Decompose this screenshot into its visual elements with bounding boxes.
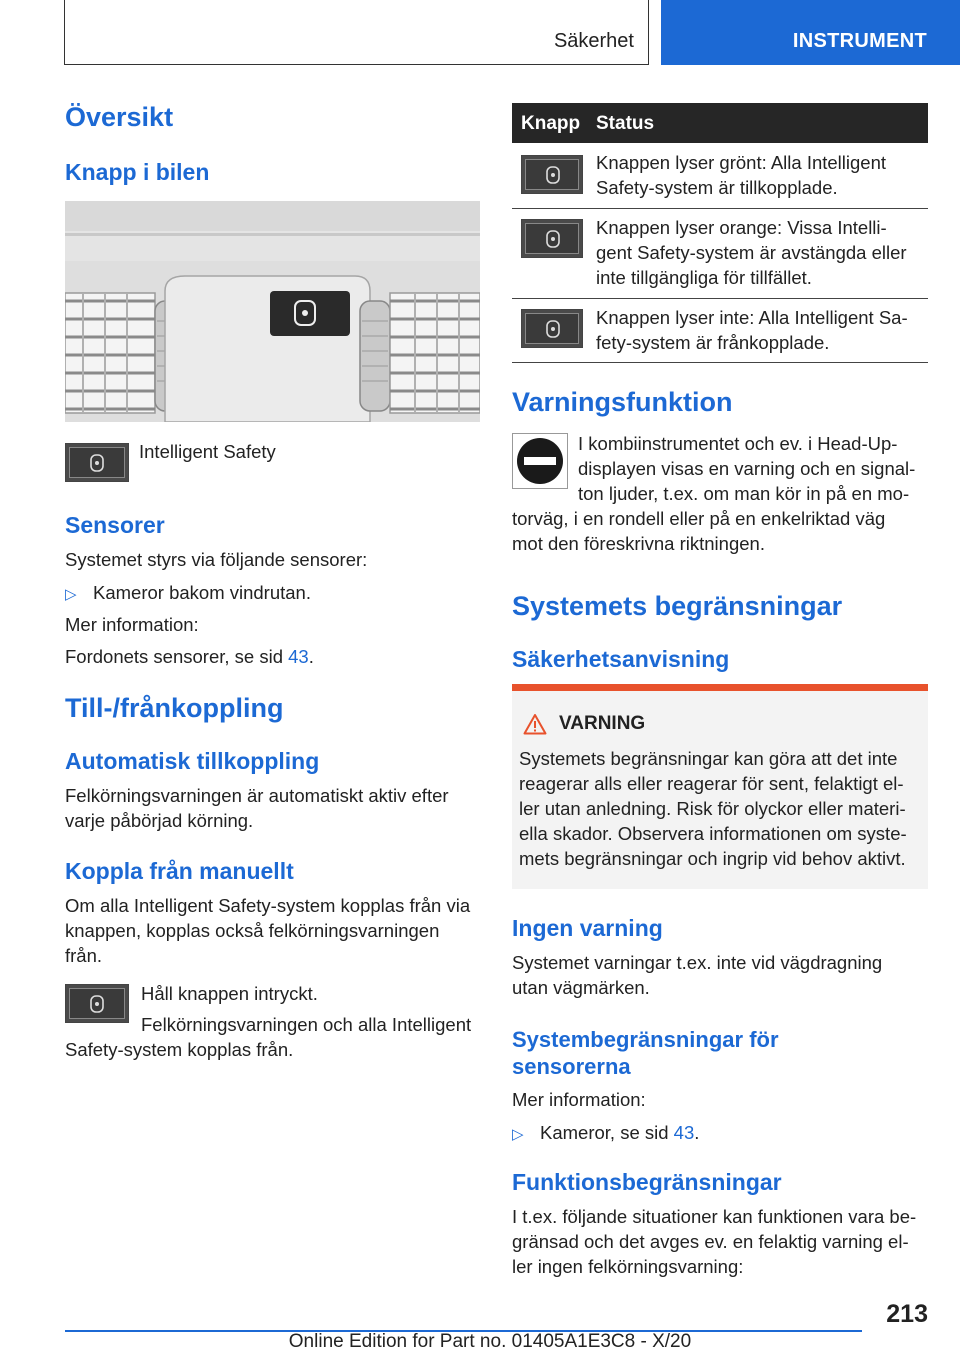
more-info-label-right: Mer information: (512, 1089, 646, 1110)
heading-sensors: Sensorer (65, 512, 165, 538)
header-chapter-label: INSTRUMENT (792, 30, 927, 52)
table-row (512, 209, 928, 299)
heading-button-in-car: Knapp i bilen (65, 159, 210, 185)
hold-button-text: Håll knappen intryckt. (141, 983, 318, 1004)
no-warning-line-2: utan vägmärken. (512, 977, 650, 998)
camera-list-item: ▷ Kameror, se sid 43. (512, 1120, 699, 1147)
button-status-table (512, 103, 928, 363)
warning-func-line-5: mot den föreskrivna riktningen. (512, 533, 765, 554)
heading-safety-notice: Säkerhetsanvisning (512, 646, 730, 672)
heading-overview: Översikt (65, 102, 174, 132)
warning-func-line-4: torväg, i en rondell eller på en enkelriktad väg (512, 508, 886, 529)
result-text-line-1: Felkörningsvarningen och alla Intelligent (141, 1014, 472, 1035)
warning-line-5: mets begränsningar och ingrip vid behov aktivt. (519, 848, 906, 869)
status-row-2-line-3: inte tillgängliga för tillfället. (596, 267, 812, 288)
header-section-label: Säkerhet (553, 30, 634, 52)
button-green-icon (521, 155, 583, 194)
column-header-status: Status (596, 113, 655, 134)
more-info-label: Mer information: (65, 614, 199, 635)
heading-on-off: Till-/frånkoppling (65, 693, 284, 723)
manual-text-line-3: från. (65, 945, 103, 966)
bullet-triangle-icon: ▷ (512, 1126, 524, 1143)
dashboard-photo-illustration (65, 201, 480, 422)
auto-text-line-2: varje påbörjad körning. (65, 810, 254, 831)
status-row-1-line-2: Safety-system är tillkopplade. (596, 177, 838, 198)
button-off-icon (521, 309, 583, 348)
warning-line-2: reagerar alls eller reagerar för sent, felaktigt el- (519, 773, 904, 794)
status-row-2-line-1: Knappen lyser orange: Vissa Intelli- (596, 217, 887, 238)
button-orange-icon (521, 219, 583, 258)
no-entry-sign-icon (512, 433, 568, 489)
heading-sensor-limits-1: Systembegränsningar för (512, 1027, 779, 1052)
status-row-3-line-2: fety-system är frånkopplade. (596, 332, 830, 353)
heading-system-limits: Systemets begränsningar (512, 591, 843, 621)
warning-line-4: ella skador. Observera informationen om syste- (519, 823, 907, 844)
footer-edition: Online Edition for Part no. 01405A1E3C8 - X/20 (288, 1331, 692, 1352)
auto-text-line-1: Felkörningsvarningen är automatiskt aktiv efter (65, 785, 449, 806)
func-limits-line-3: ler ingen felkörningsvarning: (512, 1256, 744, 1277)
warning-func-line-2: displayen visas en varning och en signal- (578, 458, 916, 479)
warning-func-line-1: I kombiinstrumentet och ev. i Head-Up- (578, 433, 898, 454)
button-caption: Intelligent Safety (139, 441, 276, 462)
page-number: 213 (886, 1300, 928, 1328)
heading-no-warning: Ingen varning (512, 915, 663, 941)
manual-text-line-2: knappen, kopplas också felkörningsvarningen (65, 920, 440, 941)
warning-line-1: Systemets begränsningar kan göra att det inte (519, 748, 898, 769)
sensors-list-item: ▷ Kameror bakom vindrutan. (65, 580, 311, 607)
warning-func-line-3: ton ljuder, t.ex. om man kör in på en mo- (578, 483, 910, 504)
heading-warning-function: Varningsfunktion (512, 387, 733, 417)
no-warning-line-1: Systemet varningar t.ex. inte vid vägdragning (512, 952, 883, 973)
sensors-text: Systemet styrs via följande sensorer: (65, 549, 368, 570)
bullet-triangle-icon: ▷ (65, 586, 77, 603)
status-row-2-line-2: gent Safety-system är avstängda eller (596, 242, 907, 263)
table-header (512, 103, 928, 143)
column-header-button: Knapp (521, 113, 581, 134)
warning-title: VARNING (559, 713, 646, 734)
heading-manual-off: Koppla från manuellt (65, 858, 294, 884)
page-link-43[interactable]: 43 (288, 646, 309, 667)
manual-text-line-1: Om alla Intelligent Safety-system kopplas från via (65, 895, 471, 916)
heading-auto-on: Automatisk tillkoppling (65, 748, 320, 774)
warning-triangle-icon (523, 713, 547, 735)
status-row-1-line-1: Knappen lyser grönt: Alla Intelligent (596, 152, 887, 173)
heading-sensor-limits-2: sensorerna (512, 1054, 631, 1079)
intelligent-safety-button-icon (65, 443, 129, 482)
heading-function-limits: Funktionsbegränsningar (512, 1169, 782, 1195)
header-chapter-tab[interactable] (661, 0, 960, 65)
intelligent-safety-button-icon (65, 984, 129, 1023)
header-section-box (64, 0, 649, 65)
table-row (512, 299, 928, 363)
func-limits-line-1: I t.ex. följande situationer kan funktionen vara be- (512, 1206, 917, 1227)
warning-box (512, 684, 928, 889)
func-limits-line-2: gränsad och det avges ev. en felaktig varning el- (512, 1231, 909, 1252)
status-row-3-line-1: Knappen lyser inte: Alla Intelligent Sa- (596, 307, 908, 328)
car-dashboard-photo (65, 201, 480, 422)
warning-line-3: ler utan anledning. Risk för olyckor eller materi- (519, 798, 906, 819)
page-link-43[interactable]: 43 (673, 1122, 695, 1143)
sensors-reference: Fordonets sensorer, se sid 43. (65, 646, 314, 667)
result-text-line-2: Safety-system kopplas från. (65, 1039, 294, 1060)
table-row (512, 143, 928, 209)
